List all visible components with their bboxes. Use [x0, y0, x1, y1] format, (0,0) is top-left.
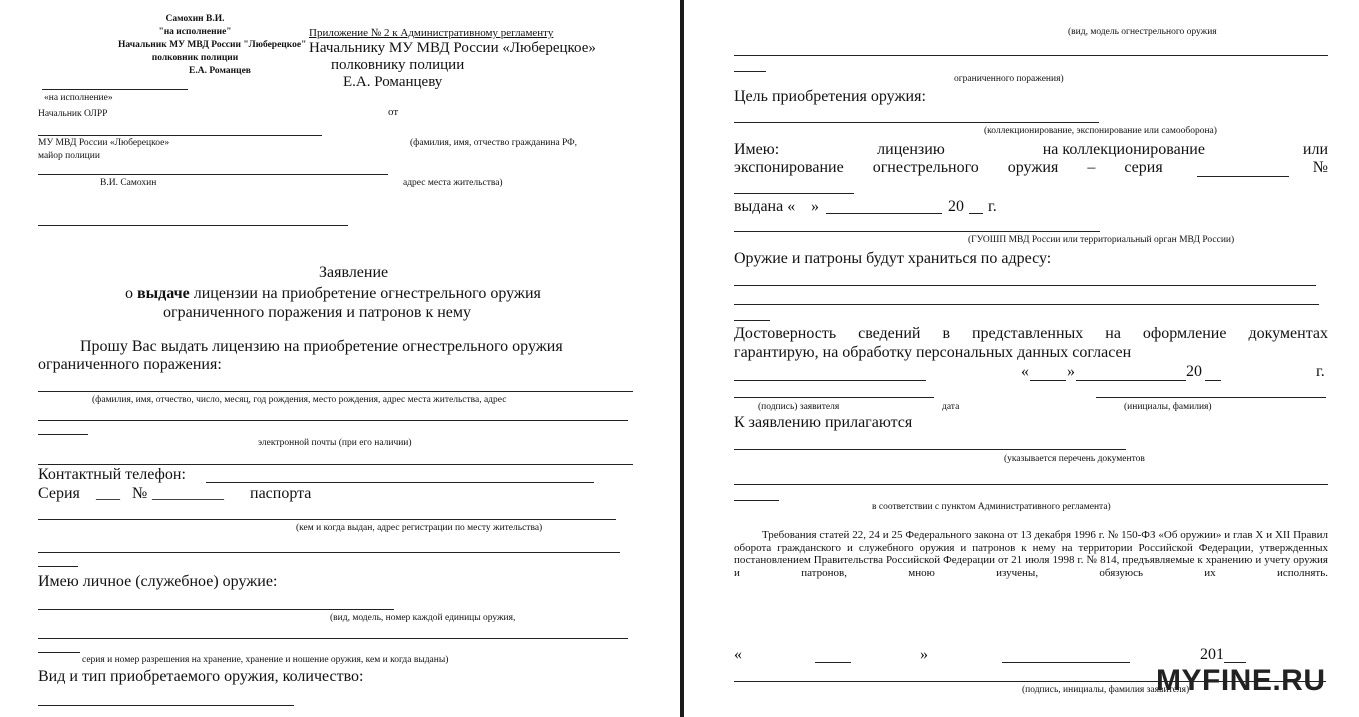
- document-title: Заявление: [319, 264, 389, 281]
- addressee-line: Начальнику МУ МВД России «Люберецкое»: [309, 40, 596, 56]
- issued-label: выдана «: [734, 198, 796, 215]
- routing-chief: Начальник ОЛРР: [38, 109, 108, 119]
- from-label: от: [388, 106, 399, 118]
- routing-dept: МУ МВД России «Люберецкое»: [38, 138, 170, 148]
- final-year-field: [1224, 662, 1246, 663]
- final-hint: (подпись, инициалы, фамилия заявителя): [1022, 685, 1190, 695]
- weapon-hint: (вид, модель огнестрельного оружия: [1068, 27, 1217, 37]
- passport-hint: (кем и когда выдан, адрес регистрации по месту жительства): [296, 523, 543, 533]
- resolution-signature-line: [42, 89, 188, 90]
- passport-number-blank: _________: [152, 485, 224, 502]
- own-weapon-hint: серия и номер разрешения на хранение, хранение и ношение оружия, кем и когда выданы): [82, 655, 449, 665]
- resolution-line: полковник полиции: [151, 53, 239, 63]
- attached-hint: (указывается перечень документов: [1004, 454, 1145, 464]
- resolution-line: Самохин В.И.: [165, 14, 225, 24]
- reliability-text: гарантирую, на обработку персональных данных согласен: [734, 344, 1132, 361]
- fill-line: [38, 174, 388, 175]
- weapon-hint: ограниченного поражения): [954, 74, 1064, 84]
- license-text: Имею: лицензию на коллекционирование или: [734, 141, 1328, 158]
- resolution-line: "на исполнение": [158, 27, 232, 37]
- fill-line: [734, 500, 779, 501]
- fill-line: [734, 55, 1328, 56]
- from-hint: адрес места жительства): [403, 178, 503, 188]
- request-text: ограниченного поражения:: [38, 356, 222, 373]
- fill-line: [734, 71, 766, 72]
- final-month-field: [1002, 662, 1130, 663]
- fill-line: [38, 225, 348, 226]
- passport-label: паспорта: [250, 485, 312, 502]
- fill-line: [38, 391, 633, 392]
- addressee-line: полковнику полиции: [331, 57, 465, 73]
- fill-line: [38, 705, 294, 706]
- issued-month-field: [826, 213, 942, 214]
- issued-close: »: [811, 198, 819, 215]
- from-hint: (фамилия, имя, отчество гражданина РФ,: [410, 138, 578, 148]
- resolution-line: Начальник МУ МВД России "Люберецкое": [118, 40, 307, 50]
- fill-line: [38, 609, 394, 610]
- appendix-note: Приложение № 2 к Административному регламенту: [309, 27, 554, 39]
- fill-line: [38, 519, 616, 520]
- issued-g: г.: [988, 198, 997, 215]
- fill-line: [38, 420, 628, 421]
- routing-name: В.И. Самохин: [100, 178, 157, 188]
- date-day-field: [1030, 380, 1066, 381]
- reliability-text: Достоверность сведений в представленных на оформление документах: [734, 325, 1328, 342]
- license-number-field: [734, 193, 854, 194]
- fill-line: [38, 652, 80, 653]
- date-month-field: [1076, 380, 1186, 381]
- phone-label: Контактный телефон:: [38, 466, 186, 483]
- final-year: 201: [1200, 646, 1224, 663]
- fill-line: [38, 552, 620, 553]
- resolution-line: Е.А. Романцев: [189, 66, 251, 76]
- request-hint: электронной почты (при его наличии): [258, 438, 412, 448]
- document-subtitle: ограниченного поражения и патронов к нему: [163, 304, 471, 321]
- addressee-line: Е.А. Романцеву: [343, 74, 443, 90]
- fill-line: [38, 638, 628, 639]
- law-paragraph: Требования статей 22, 24 и 25 Федерального закона от 13 декабря 1996 г. № 150-ФЗ «Об оружии» и глав X и XII Правил оборота гражданского и служебного оружия и патронов к нему на территории Российской Федерации, утвержденных постановлением Правительства Российской Федерации от 21 июля 1998 г. № 814, предъявляемые к хранению и учету оружия и патронов, мною изучены, обязуюсь их исполнять.: [734, 529, 1328, 579]
- passport-number-label: №: [132, 485, 148, 502]
- date-g: г.: [1316, 363, 1325, 380]
- purpose-hint: (коллекционирование, экспонирование или самооборона): [984, 126, 1217, 136]
- final-day-field: [815, 662, 851, 663]
- issued-year-field: [969, 213, 983, 214]
- right-page: [684, 0, 1359, 717]
- site-watermark: MYFINE.RU: [1156, 664, 1326, 697]
- fill-line: [734, 397, 934, 398]
- passport-series-label: Серия: [38, 485, 80, 502]
- attached-hint: в соответствии с пунктом Административного регламента): [872, 502, 1111, 512]
- request-text: Прошу Вас выдать лицензию на приобретение огнестрельного оружия: [80, 338, 563, 355]
- fill-line: [734, 484, 1328, 485]
- date-year: 20: [1186, 363, 1202, 380]
- phone-field-line: [206, 482, 594, 483]
- attached-label: К заявлению прилагаются: [734, 414, 913, 431]
- license-series-field: [1197, 176, 1289, 177]
- signature-hint: (подпись) заявителя: [758, 402, 840, 412]
- signature-field: [734, 380, 926, 381]
- own-weapon-hint: (вид, модель, номер каждой единицы оружия,: [330, 613, 516, 623]
- license-text: экспонирование огнестрельного оружия – серия №: [734, 159, 1328, 176]
- fill-line: [38, 434, 88, 435]
- fill-line: [734, 304, 1319, 305]
- final-open: «: [734, 646, 742, 663]
- fill-line: [734, 285, 1316, 286]
- fill-line: [734, 320, 770, 321]
- own-weapon-label: Имею личное (служебное) оружие:: [38, 573, 278, 590]
- request-hint: (фамилия, имя, отчество, число, месяц, год рождения, место рождения, адрес места жительства, адрес: [92, 395, 507, 405]
- routing-rank: майор полиции: [38, 151, 100, 161]
- final-close: »: [920, 646, 928, 663]
- initials-hint: (инициалы, фамилия): [1124, 402, 1212, 412]
- fill-line: [1096, 397, 1326, 398]
- fill-line: [38, 566, 78, 567]
- date-hint: дата: [942, 402, 960, 412]
- fill-line: [734, 231, 1100, 232]
- passport-series-blank: ___: [96, 485, 120, 502]
- purpose-label: Цель приобретения оружия:: [734, 88, 926, 105]
- fill-line: [734, 122, 1099, 123]
- routing-mark: «на исполнение»: [44, 93, 113, 103]
- storage-label: Оружие и патроны будут храниться по адресу:: [734, 250, 1052, 267]
- date-open: «: [1021, 363, 1029, 380]
- fill-line: [38, 135, 322, 136]
- issuer-hint: (ГУОШП МВД России или территориальный орган МВД России): [968, 235, 1235, 245]
- document-subtitle: о выдаче лицензии на приобретение огнестрельного оружия: [125, 285, 541, 302]
- fill-line: [38, 464, 633, 465]
- fill-line: [734, 449, 1126, 450]
- issued-year: 20: [948, 198, 964, 215]
- acquire-label: Вид и тип приобретаемого оружия, количество:: [38, 668, 364, 685]
- date-close: »: [1067, 363, 1075, 380]
- date-year-field: [1205, 380, 1221, 381]
